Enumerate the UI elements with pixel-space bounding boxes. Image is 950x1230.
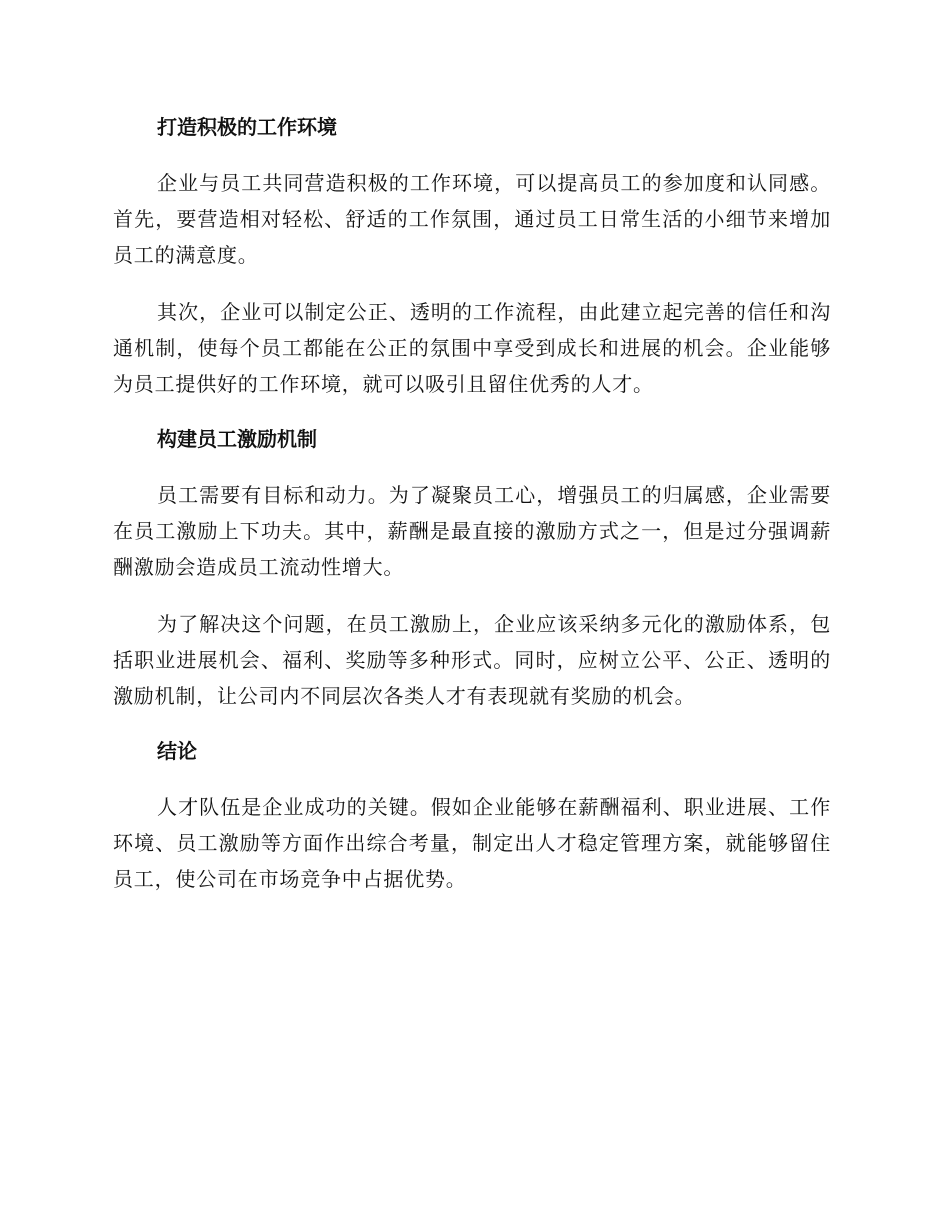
paragraph: 企业与员工共同营造积极的工作环境，可以提高员工的参加度和认同感。首先，要营造相对轻松、舒适的工作氛围，通过员工日常生活的小细节来增加员工的满意度。 (113, 171, 831, 267)
paragraph: 为了解决这个问题，在员工激励上，企业应该采纳多元化的激励体系，包括职业进展机会、福利、奖励等多种形式。同时，应树立公平、公正、透明的激励机制，让公司内不同层次各类人才有表现就有奖励的机会。 (113, 612, 831, 708)
paragraph: 人才队伍是企业成功的关键。假如企业能够在薪酬福利、职业进展、工作环境、员工激励等方面作出综合考量，制定出人才稳定管理方案，就能够留住员工，使公司在市场竞争中占据优势。 (113, 795, 831, 891)
section-heading: 构建员工激励机制 (157, 427, 317, 451)
document-body (113, 111, 831, 897)
section-heading: 结论 (157, 739, 197, 763)
paragraph: 其次，企业可以制定公正、透明的工作流程，由此建立起完善的信任和沟通机制，使每个员工都能在公正的氛围中享受到成长和进展的机会。企业能够为员工提供好的工作环境，就可以吸引且留住优秀的人才。 (113, 300, 831, 396)
section-heading: 打造积极的工作环境 (157, 115, 337, 139)
paragraph: 员工需要有目标和动力。为了凝聚员工心，增强员工的归属感，企业需要在员工激励上下功夫。其中，薪酬是最直接的激励方式之一，但是过分强调薪酬激励会造成员工流动性增大。 (113, 483, 831, 579)
